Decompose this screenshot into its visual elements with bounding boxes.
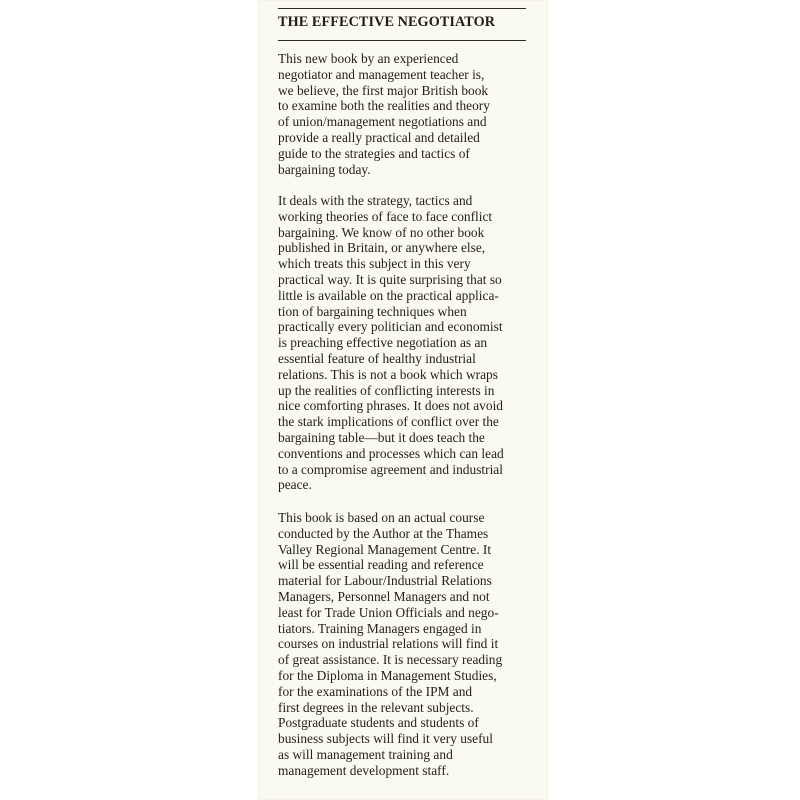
- text-line: business subjects will find it very useful: [278, 731, 493, 747]
- text-line: published in Britain, or anywhere else,: [278, 240, 486, 256]
- text-line: we believe, the first major British book: [278, 82, 489, 98]
- text-line: courses on industrial relations will find it: [278, 636, 499, 652]
- text-line: material for Labour/Industrial Relations: [278, 573, 492, 589]
- text-line: This book is based on an actual course: [278, 510, 485, 525]
- text-line: This new book by an experienced: [278, 51, 459, 66]
- text-line: bargaining table—but it does teach the: [278, 429, 485, 445]
- text-line: least for Trade Union Officials and nego-: [278, 604, 499, 620]
- text-line: guide to the strategies and tactics of: [278, 145, 470, 161]
- paragraph-audience: [278, 510, 542, 779]
- text-line: little is available on the practical applica-: [278, 287, 499, 303]
- text-line: bargaining today.: [278, 161, 371, 177]
- text-line: the stark implications of conflict over the: [278, 414, 499, 430]
- text-line: provide a really practical and detailed: [278, 129, 480, 145]
- text-line: Managers, Personnel Managers and not: [278, 588, 490, 604]
- text-line: bargaining. We know of no other book: [278, 224, 485, 240]
- text-line: tion of bargaining techniques when: [278, 303, 467, 319]
- text-line: Postgraduate students and students of: [278, 715, 479, 731]
- top-rule: [278, 8, 526, 9]
- text-line: tiators. Training Managers engaged in: [278, 620, 482, 636]
- text-line: as will management training and: [278, 746, 453, 762]
- text-line: relations. This is not a book which wraps: [278, 366, 498, 382]
- text-line: up the realities of conflicting interests in: [278, 382, 495, 398]
- text-line: first degrees in the relevant subjects.: [278, 699, 474, 715]
- text-line: which treats this subject in this very: [278, 256, 471, 272]
- title-underline-rule: [278, 40, 526, 41]
- text-line: practical way. It is quite surprising that so: [278, 271, 502, 287]
- paragraph-intro: [278, 51, 542, 177]
- text-line: Valley Regional Management Centre. It: [278, 541, 492, 557]
- text-line: management development staff.: [278, 762, 450, 778]
- text-line: practically every politician and economist: [278, 319, 503, 335]
- text-line: is preaching effective negotiation as an: [278, 335, 488, 351]
- text-line: essential feature of healthy industrial: [278, 350, 476, 366]
- text-line: for the Diploma in Management Studies,: [278, 667, 497, 683]
- text-line: It deals with the strategy, tactics and: [278, 193, 473, 208]
- text-line: for the examinations of the IPM and: [278, 683, 473, 699]
- text-line: negotiator and management teacher is,: [278, 66, 485, 82]
- text-line: nice comforting phrases. It does not avoid: [278, 398, 503, 414]
- text-line: conventions and processes which can lead: [278, 445, 504, 461]
- text-line: peace.: [278, 477, 312, 493]
- text-line: to examine both the realities and theory: [278, 98, 490, 114]
- text-line: to a compromise agreement and industrial: [278, 461, 503, 477]
- page-title: THE EFFECTIVE NEGOTIATOR: [278, 14, 496, 30]
- text-line: conducted by the Author at the Thames: [278, 525, 489, 541]
- text-line: of great assistance. It is necessary reading: [278, 652, 503, 668]
- text-line: working theories of face to face conflict: [278, 208, 493, 224]
- paragraph-description: [278, 193, 542, 493]
- text-line: of union/management negotiations and: [278, 114, 487, 130]
- text-line: will be essential reading and reference: [278, 557, 484, 573]
